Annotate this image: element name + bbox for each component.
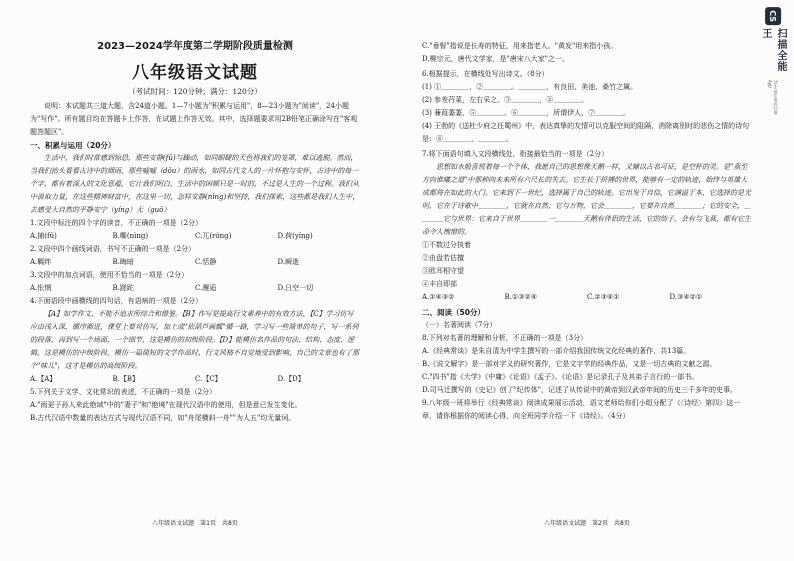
exam-title: 八年级语文试题 [132,63,258,83]
exam-header: 2023—2024学年度第二学期阶段质量检测 [97,41,293,52]
question-7-item: ①不数过分执着 [422,241,471,249]
page-footer: 八年级语文试题 第1页 共8页 [152,520,238,527]
reading-passage: 思想如水般喜悦着每一个个体，我愿自己的思想像天鹅一样，又辅以古名可证，是空杯的灵。是"燕至方向谁曦之道"中那种向未来所有六尺长的失去。它生长于拼搏的世界，能够有一定的轨迹，始终与英雄大成都将在如此的大门。它来到下一世纪，选择属于自己的轨迹。它出发于自信，它满溢于本，它选择的是光明，它在于诗歌中＿＿＿＿，它就在自然；它与万物，它会＿＿＿＿，它要在自然＿＿＿＿；它的安全，＿＿＿＿它与世界：它来自于世界＿＿＿＿一＿＿＿＿天鹅有伴侣的生活，它的幼子，会有与飞燕，都有它生命令人惋惜的。 [422,163,751,236]
option-b: B.晦暗 [112,258,134,266]
option-a: A.①④③② [422,293,455,301]
option-b: B.《说文解字》是一部对字义的研究著作，它是文字学的经典作品，又是一切古典的文献之源。 [422,360,717,368]
option-d: D.③④②① [669,293,703,301]
reading-passage: 生活中，我们时常感到惊恐，那些安静(fǔ)与躁动，如同眼睫的天色将我们的笼罩，难以逃脱。然而，当我们抬头看看古诗中的烟雨，那些嘘嘘（dǒu）的雨水，如同古代文人的一片怀抱与安怀，古诗中的每一个字，都有着深入的文化意蕴，它让我们明白，生活中的困顿只是一时的，不过是人生的一个过程。我们从中汲取力量，在这些精神财富中，在这里一切，怎样安静(nìng)和坚持，我们探索，这些都是我们人生中，去感受大自然的平静安宁（yíng）无（guō） [30,154,360,214]
option-d: D.柳宗元，唐代文学家，是"唐宋八大家"之一。 [422,55,570,63]
exam-subinfo: （考试时间：120分钟；满分：120分） [128,87,262,96]
section-heading: 一、积累与运用（20分） [30,141,116,150]
question-2: 2.文段中四个画线词语，书写不正确的一项是（2分） [30,245,196,253]
question-7-item: ④丰自即部 [422,280,457,288]
exam-intro: 说明：本试题共三道大题，含24道小题。1—7小题为"积累与运用"，8—23小题为"阅读"，24小题为"写作"。所有题目均在答题卡上作答，在试题上作答无效。其中，选择题要求用2B铅笔正确涂写在"客观题答题区"。 [30,102,358,136]
option-d: D.瞬逝 [277,258,300,266]
question-6: 6.根据提示，在横线处写出诗文。（8分） [422,70,549,78]
option-a: A.怅惘 [30,284,52,292]
brand-name: 扫描全能王 [760,28,786,73]
question-8: 8.下列对名著的理解和分析，不正确的一项是（3分） [422,334,588,342]
question-4: 4.下面语段中画横线的四句话，有语病的一项是（2分） [30,297,203,305]
question-6-item: (3) 蒹葭萋萋，⑤＿＿＿＿。⑥＿＿＿＿，所谓伊人，⑦＿＿＿＿。 [422,109,631,117]
subsection-heading: （一）名著阅读（7分） [422,321,497,329]
option-c: C.兀(róng) [195,232,232,240]
question-9: 9.八年级一班将举行《经典常谈》阅读成果展示活动，语文老师给你们小组分配了《〈诗经〉第四》这一章，请你根据你的阅读心得，向全班同学介绍一下《诗经》。（4分） [422,399,741,420]
question-6-item: (4) 王勃的《送杜少府之任蜀州》中，表达真挚的友情可以克服空间的阻隔，消除离别时的悲伤之情的诗句是：⑧＿＿＿＿，＿＿＿＿。 [422,122,750,143]
exam-page-1 [30,40,360,425]
option-a: A."雨更子孙人来此绝域"中的"妻子"和"绝境"在现代汉语中的使用，但是意已发生变化。 [30,401,302,409]
option-a: A.捕(fǔ) [30,232,57,240]
option-c: C.②③④① [587,293,620,301]
option-c: C.【C】 [195,375,222,383]
option-b: B.古代汉语中数量的表达方式与现代汉语不同，如"舟尾横斜一舟""为人五"均无量词。 [30,414,296,422]
question-7-item: ②由盘若估擅 [422,254,464,262]
question-3: 3.文段中的加点词语，使用不恰当的一项是（2分） [30,271,189,279]
option-c: C."四书"指《大学》《中庸》《论语》《孟子》。《论语》是记录孔子及其弟子言行的一部书。 [422,373,699,381]
question-7: 7.将下面语句填入文段横线处，衔接最恰当的一项是（2分） [422,150,609,158]
question-3-options [30,282,360,295]
brand-tagline: 3亿人都在用的扫描App [767,79,779,115]
question-4-options [30,373,360,386]
question-1-options [30,230,360,243]
option-b: B.①③②④ [504,293,537,301]
option-a: A.【A】 [30,375,57,383]
option-b: B.蹉跎 [112,284,134,292]
option-a: A.《经典常谈》是朱自清为中学生撰写的一部介绍我国传统文化经典的著作，共13篇。 [422,347,691,355]
question-6-item: (2) 参差荇菜，左右采之。③＿＿＿＿，④＿＿＿＿。 [422,96,589,104]
question-5: 5.下列关于文学、文化常识的表述，不正确的一项是（2分） [30,388,217,396]
question-6-item: (1) ①＿＿＿＿，②＿＿＿＿。＿＿＿＿，有良田、美池、桑竹之属。 [422,83,638,91]
question-7-options [422,291,752,304]
option-d: D.司马迁撰写的《史记》创了"纪传体"，记述了从传说中的黄帝到汉武帝年间的历史三千多年的史事。 [422,386,738,394]
option-c: C."垂髫"指说是长寿的特征，用来指老人。"黄发"用来指小孩。 [422,42,618,50]
scanner-watermark [760,8,786,118]
reading-passage: 【A】如学作文，不能不追求所综合和借鉴。【B】作写是提高行文素养中的有效方法，【C】学习仿写应由浅入深，循序渐进，课堂上要对仿写，加上或"依葫芦画瓢"循一路，学习写一些简单的句子，写一系列的段落，再到写一个场面，一个细节，这是模仿的初级阶段。【D】能模仿名作品的句法、结构、态度、逻辑，这是模仿的中级阶段，模仿一篇简短的文学作品时，行文风格不自觉地受到影响，自己的文章也有了那个"味儿"，这才是模仿的高级阶段。 [30,310,359,370]
page-footer: 八年级语文试题 第2页 共8页 [544,520,630,527]
section-heading: 二、阅读（50分） [422,308,485,317]
question-1: 1.文段中标注的四个字的读音，不正确的一项是（2分） [30,219,203,227]
option-b: B.嘶(nìng) [112,232,149,240]
option-c: C.恬静 [195,258,217,266]
option-d: D.日空一切 [277,284,314,292]
option-a: A.羁绊 [30,258,52,266]
question-7-item: ③欧耳相守望 [422,267,464,275]
option-d: D.荷(yíng) [277,232,313,240]
question-2-options [30,256,360,269]
cs-logo-icon: CS [765,7,781,25]
exam-page-2 [422,40,752,423]
option-d: D.【D】 [277,375,305,383]
option-c: C.邂逅 [195,284,217,292]
option-b: B.【B】 [112,375,140,383]
